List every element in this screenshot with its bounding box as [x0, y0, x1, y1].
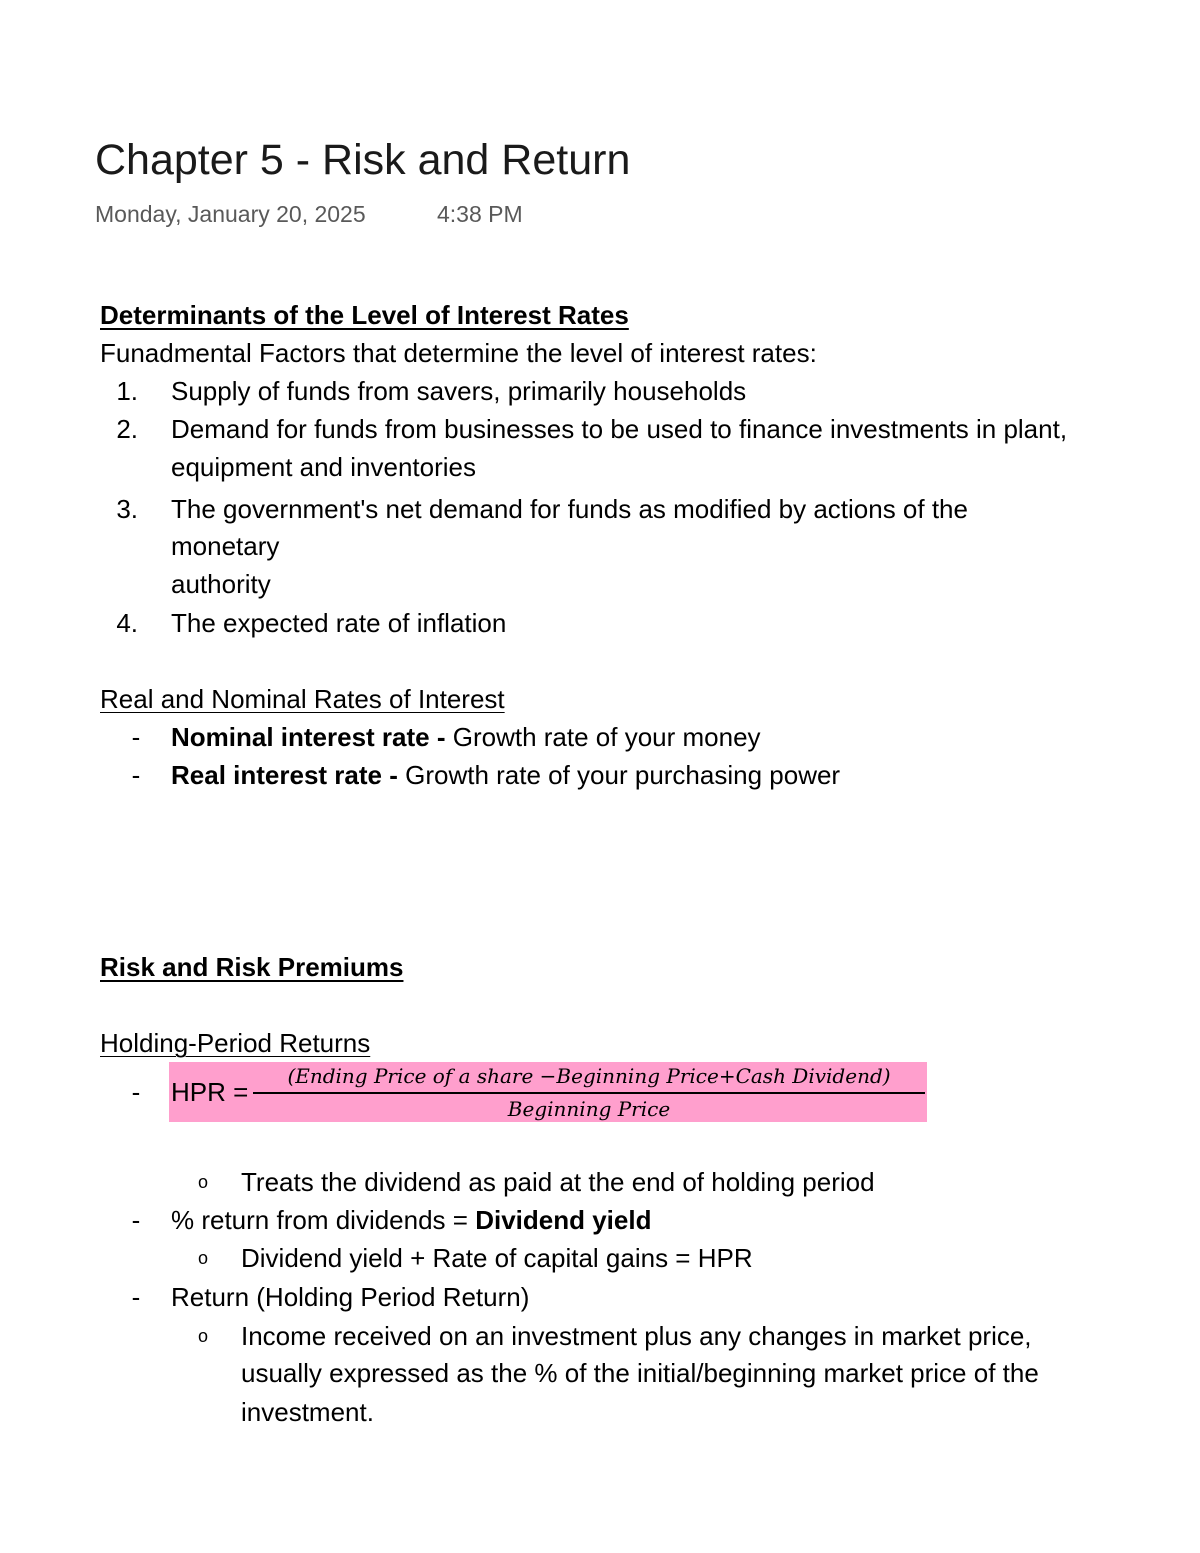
sub-item-continuation: usually expressed as the % of the initial/beginning market price of the: [241, 1358, 1039, 1388]
subheading-holding-period-returns: Holding-Period Returns: [100, 1028, 371, 1058]
circle-bullet: o: [197, 1172, 208, 1192]
list-marker: 3.: [116, 494, 138, 524]
desc-nominal: Growth rate of your money: [445, 722, 761, 752]
term-real: Real interest rate -: [171, 760, 398, 790]
section-intro: Funadmental Factors that determine the level of interest rates:: [100, 338, 817, 368]
circle-bullet: o: [197, 1248, 208, 1268]
dash-bullet: -: [131, 1205, 141, 1235]
term-nominal: Nominal interest rate -: [171, 722, 446, 752]
list-item-dividend-return: [171, 1204, 651, 1236]
fraction-bar: [253, 1092, 925, 1094]
list-marker: 4.: [116, 608, 138, 638]
list-item-real-rate: [171, 759, 840, 791]
page-date: Monday, January 20, 2025: [95, 201, 366, 227]
list-item: The government's net demand for funds as modified by actions of the: [171, 494, 968, 524]
dividend-yield-term: Dividend yield: [475, 1205, 652, 1235]
list-item-continuation: equipment and inventories: [171, 452, 476, 482]
list-marker: 2.: [116, 414, 138, 444]
formula-denominator: Beginning Price: [507, 1097, 671, 1121]
dividend-return-text: % return from dividends =: [171, 1205, 476, 1235]
list-item: The expected rate of inflation: [171, 608, 507, 638]
list-item-nominal-rate: [171, 721, 761, 753]
circle-bullet: o: [197, 1326, 208, 1346]
sub-item-continuation: investment.: [241, 1397, 374, 1427]
section-heading-real-nominal: Real and Nominal Rates of Interest: [100, 684, 505, 714]
dash-bullet: -: [131, 1077, 141, 1107]
sub-item-dividend-timing: Treats the dividend as paid at the end of holding period: [241, 1167, 875, 1197]
desc-real: Growth rate of your purchasing power: [397, 760, 841, 790]
dash-bullet: -: [131, 722, 141, 752]
dash-bullet: -: [131, 1282, 141, 1312]
list-item-continuation: authority: [171, 569, 271, 599]
list-item: Supply of funds from savers, primarily households: [171, 376, 747, 406]
list-item-return: Return (Holding Period Return): [171, 1282, 530, 1312]
sub-item-hpr-sum: Dividend yield + Rate of capital gains = HPR: [241, 1243, 753, 1273]
list-item: Demand for funds from businesses to be used to finance investments in plant,: [171, 414, 1068, 444]
sub-item-return-definition: Income received on an investment plus any changes in market price,: [241, 1321, 1032, 1351]
dash-bullet: -: [131, 760, 141, 790]
section-heading-determinants: Determinants of the Level of Interest Rates: [100, 300, 629, 330]
list-item-continuation: monetary: [171, 531, 280, 561]
page-time: 4:38 PM: [437, 201, 523, 227]
list-marker: 1.: [116, 376, 138, 406]
section-heading-risk-premiums: Risk and Risk Premiums: [100, 952, 404, 982]
formula-numerator: (Ending Price of a share −Beginning Price+Cash Dividend): [287, 1064, 891, 1088]
formula-lead: HPR =: [171, 1077, 249, 1107]
page-title: Chapter 5 - Risk and Return: [95, 136, 631, 184]
hpr-formula-fraction: [253, 1062, 925, 1120]
